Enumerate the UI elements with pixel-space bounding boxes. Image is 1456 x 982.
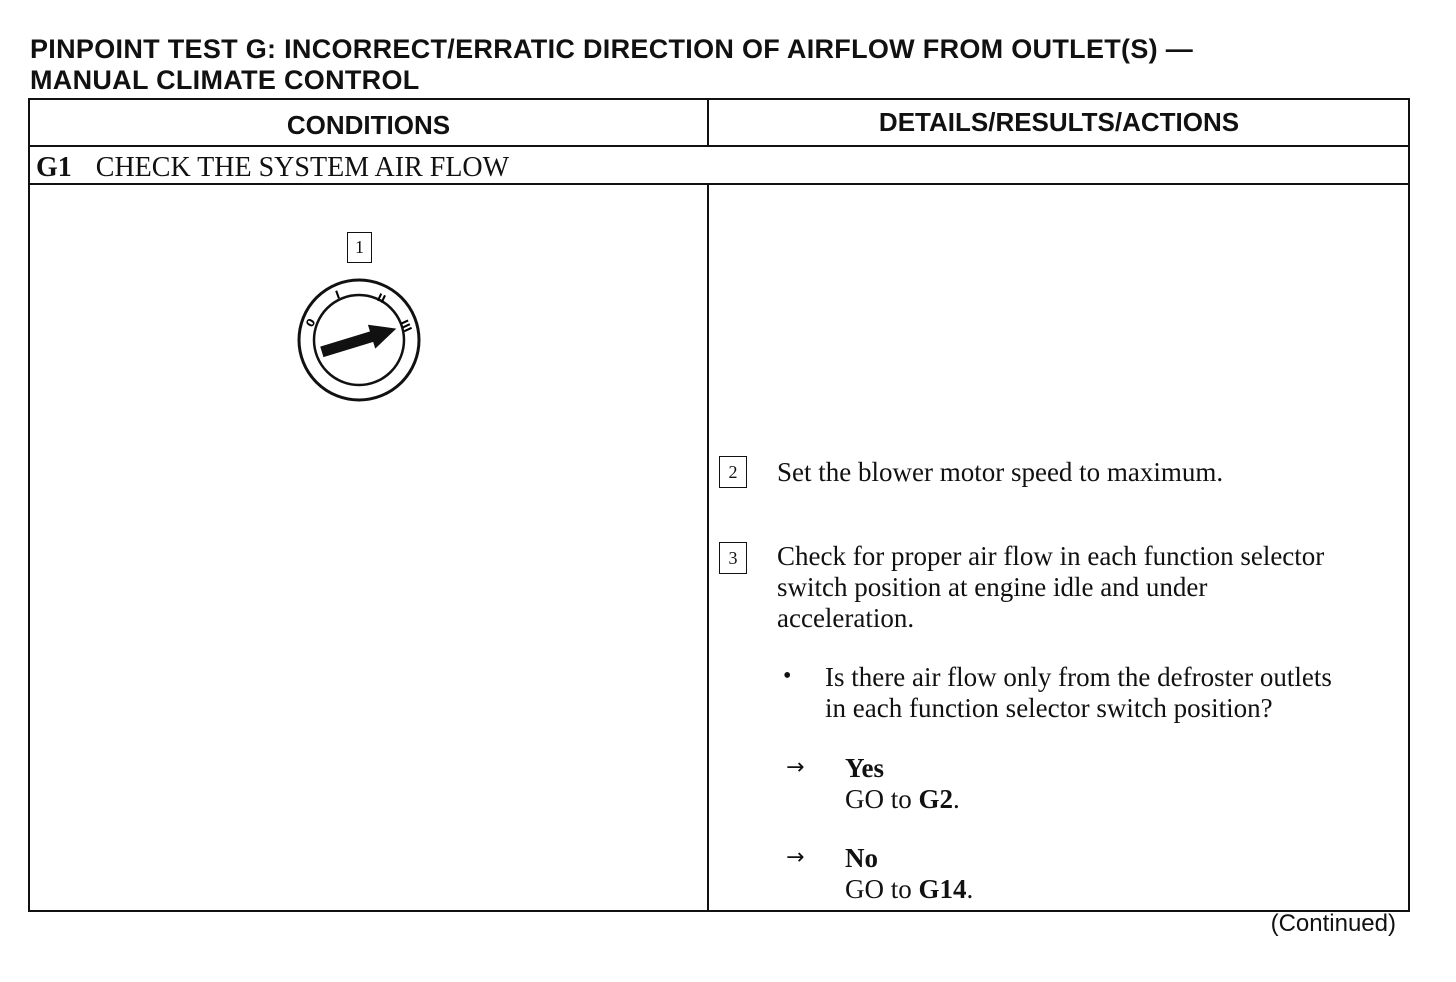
answer-yes-label: Yes: [845, 753, 884, 783]
answer-no: [845, 843, 973, 905]
no-arrow-icon: →: [786, 845, 805, 870]
yes-arrow-icon: →: [786, 755, 805, 780]
answer-yes-action: GO to G2.: [845, 784, 960, 814]
answer-no-target: G14: [918, 874, 967, 904]
test-table: [28, 98, 1410, 912]
title-line-1: PINPOINT TEST G: INCORRECT/ERRATIC DIRECTION OF AIRFLOW FROM OUTLET(S) —: [30, 34, 1194, 64]
answer-yes-target: G2: [918, 784, 954, 814]
step-3-text: [777, 541, 1324, 634]
step-3-line-2: switch position at engine idle and under: [777, 572, 1208, 602]
question-line-1: Is there air flow only from the defroster outlets: [825, 662, 1332, 692]
dial-label-3: III: [397, 317, 415, 335]
title-line-2: MANUAL CLIMATE CONTROL: [30, 65, 420, 95]
step-2-text: Set the blower motor speed to maximum.: [777, 457, 1224, 487]
step-g1: [36, 152, 509, 184]
details-header: DETAILS/RESULTS/ACTIONS: [878, 107, 1240, 137]
dial-label-0: 0: [303, 316, 319, 330]
step-2-number: 2: [719, 456, 747, 488]
step-code: G1: [36, 152, 72, 183]
page-title: [30, 34, 1410, 96]
dial-label-1: I: [333, 288, 342, 302]
answer-yes: [845, 753, 960, 815]
question-text: [825, 662, 1332, 724]
blower-speed-dial-icon: [294, 276, 426, 402]
dial-label-2: II: [374, 290, 388, 307]
step-3-line-1: Check for proper air flow in each function selector: [777, 541, 1325, 571]
step-title: CHECK THE SYSTEM AIR FLOW: [95, 152, 510, 183]
column-divider-body: [707, 185, 709, 911]
question-line-2: in each function selector switch position?: [825, 693, 1273, 723]
answer-no-action: GO to G14.: [845, 874, 974, 904]
header-divider: [28, 145, 1410, 147]
conditions-header: CONDITIONS: [286, 110, 451, 140]
dial-pointer: [318, 317, 400, 364]
continued-note: (Continued): [1270, 910, 1396, 937]
callout-1: 1: [347, 232, 372, 263]
step-3-line-3: acceleration.: [777, 603, 915, 633]
step-3-number: 3: [719, 542, 747, 574]
question-bullet: •: [783, 663, 792, 689]
answer-no-label: No: [845, 843, 878, 873]
